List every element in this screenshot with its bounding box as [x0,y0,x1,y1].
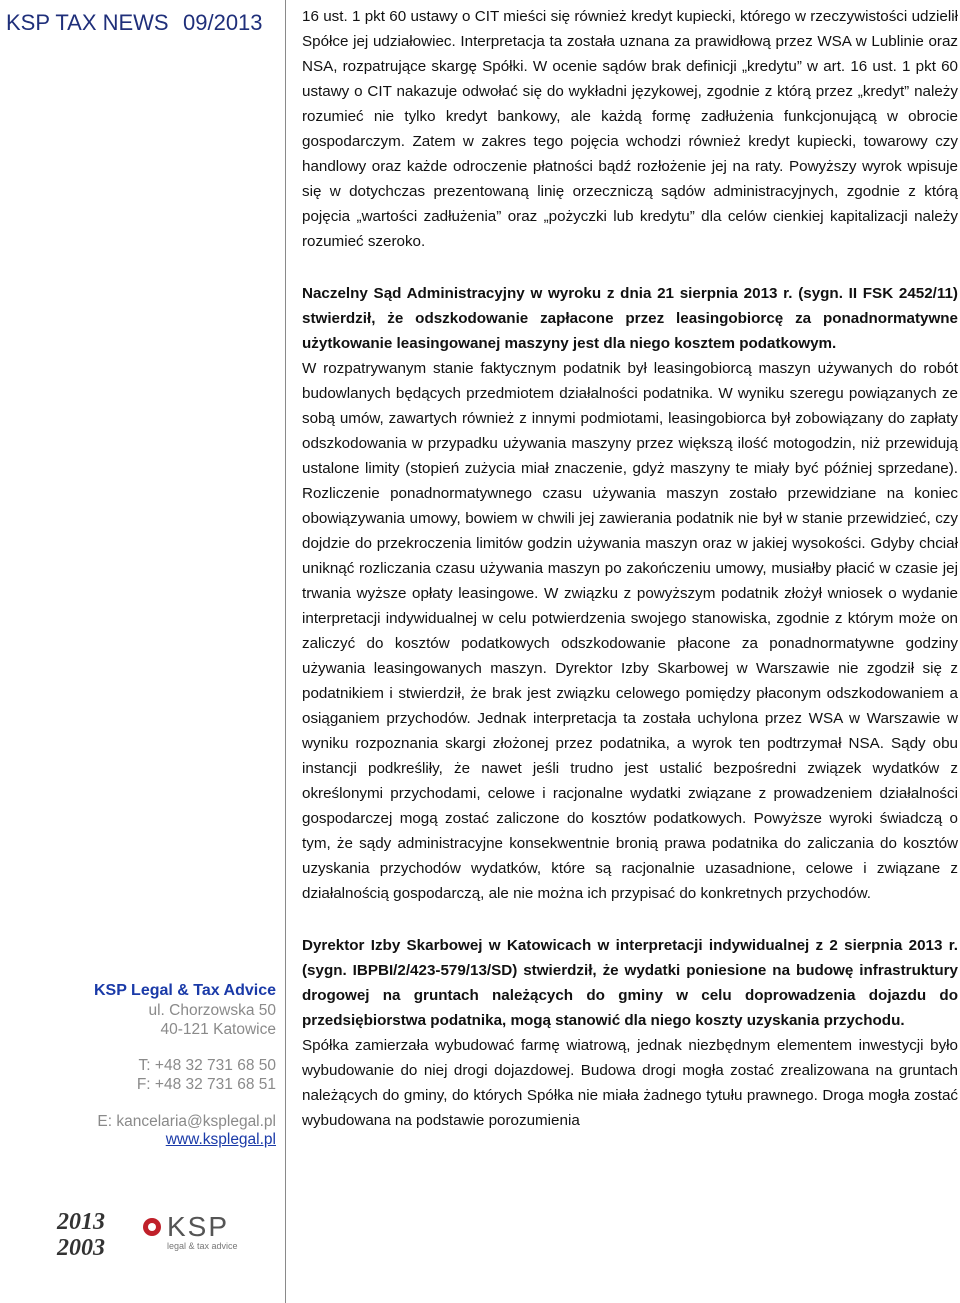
logo-brand: KSP [167,1211,230,1242]
headline-road-infrastructure: Dyrektor Izby Skarbowej w Katowicach w interpretacji indywidualnej z 2 sierpnia 2013 r. (sygn. IBPBI/2/423-579/13/SD) stwierdził, że wydatki poniesione na budowę infrastruktury drogowej na gruntach należących do gminy w celu doprowadzenia dojazdu do przedsiębiorstwa podatnika, mogą stanowić dla niego koszty uzyskania przychodu. [302,937,958,1029]
headline-nsa-leasing: Naczelny Sąd Administracyjny w wyroku z dnia 21 sierpnia 2013 r. (sygn. II FSK 2452/11) stwierdził, że odszkodowanie zapłacone przez leasingobiorcę za ponadnormatywne użytkowanie leasingowanej maszyny jest dla niego kosztem podatkowym. [302,285,958,352]
issue-date: 09/2013 [183,10,263,35]
company-logo [55,1205,245,1263]
logo-year-top: 2013 [57,1209,105,1235]
fax-number: F: +48 32 731 68 51 [136,1076,276,1093]
logo-tagline: legal & tax advice [167,1241,238,1251]
address-street: ul. Chorzowska 50 [148,1002,276,1019]
paragraph-wind-farm: Spółka zamierzała wybudować farmę wiatrową, jednak niezbędnym elementem inwestycji było wybudowanie do niej drogi dojazdowej. Budowa drogi mogła zostać zrealizowana na gruntach należących do gminy, do których Spółka nie miała żadnego tytułu prawnego. Droga mogła zostać wybudowana na podstawie porozumienia [302,1037,958,1129]
company-name: KSP Legal & Tax Advice [94,982,276,999]
website-link[interactable]: www.ksplegal.pl [165,1131,276,1148]
column-divider [285,0,286,1303]
paragraph-cit-credit: 16 ust. 1 pkt 60 ustawy o CIT mieści się również kredyt kupiecki, którego w rzeczywistości udzielił Spółce jej udziałowiec. Interpretacja ta została uznana za prawidłową przez WSA w Lublinie oraz NSA, rozpatrujące skargę Spółki. W ocenie sądów brak definicji „kredytu” w art. 16 ust. 1 pkt 60 ustawy o CIT nakazuje odwołać się do wykładni językowej, zgodnie z którą przez „kredyt” należy rozumieć nie tylko kredyt bankowy, ale każdą formę zadłużenia funkcjonującą w obrocie gospodarczym. Zatem w zakres tego pojęcia wchodzi również kredyt kupiecki, towarowy czy handlowy oraz każde odroczenie płatności bądź rozłożenie jej na raty. Powyższy wyrok wpisuje się w dotychczas prezentowaną linię orzeczniczą sądów administracyjnych, zgodnie z którą pojęcia „wartości zadłużenia” oraz „pożyczki lub kredytu” dla celów cienkiej kapitalizacji należy rozumieć szeroko. [302,8,958,250]
address-city: 40-121 Katowice [160,1021,276,1038]
email-address[interactable]: E: kancelaria@ksplegal.pl [97,1113,276,1130]
sidebar [0,0,286,1303]
phone-number: T: +48 32 731 68 50 [138,1057,276,1074]
paragraph-leasing-case: W rozpatrywanym stanie faktycznym podatnik był leasingobiorcą maszyn używanych do robót budowlanych będących przedmiotem działalności podatnika. W wyniku szeregu powiązanych ze sobą umów, zawartych również z innymi podmiotami, leasingobiorca był zobowiązany do zapłaty odszkodowania w przypadku używania maszyny przez większą ilość motogodzin, niż przewidują ustalone limity (stopień zużycia miał znaczenie, gdyż maszyny te miały być później sprzedane). Rozliczenie ponadnormatywnego czasu używania maszyn zostało przewidziane na koniec obowiązywania umowy, bowiem w chwili jej zawierania podatnik nie był w stanie przewidzieć, czy dojdzie do przekroczenia limitów godzin używania maszyn oraz w jakiej wysokości. Gdyby chciał uniknąć rozliczania czasu używania maszyn po zakończeniu umowy, musiałby płacić w czasie jej trwania wyższe opłaty leasingowe. W związku z powyższym podatnik złożył wniosek o wydanie interpretacji indywidualnej w celu potwierdzenia swojego stanowiska, zgodnie z którym może on zaliczyć do kosztów podatkowych odszkodowanie płacone za ponadnormatywne godziny używania leasingowanych maszyn. Dyrektor Izby Skarbowej w Warszawie nie zgodził się z podatnikiem i stwierdził, że brak jest związku celowego pomiędzy płaconym odszkodowaniem a osiąganiem przychodów. Jednak interpretacja ta została uchylona przez WSA w Warszawie w wyniku rozpoznania skargi złożonej przez podatnika, a wyrok ten podtrzymał NSA. Sądy obu instancji podkreśliły, że nawet jeśli trudno jest ustalić bezpośredni związek wydatków z określonymi przychodami, celowe i racjonalne wydatki związane z prowadzeniem działalności gospodarczej mogą zostać zaliczone do kosztów podatkowych. Powyższe wyroki świadczą o tym, że sądy administracyjne konsekwentnie bronią prawa podatnika do zaliczania do kosztów uzyskania przychodów wydatków, które są racjonalnie uzasadnione, celowe i związane z działalnością gospodarczą, ale nie można ich przypisać do konkretnych przychodów. [302,360,958,902]
newsletter-title: KSP TAX NEWS [6,10,169,35]
logo-year-bottom: 2003 [57,1235,105,1261]
article-body [302,4,958,1133]
